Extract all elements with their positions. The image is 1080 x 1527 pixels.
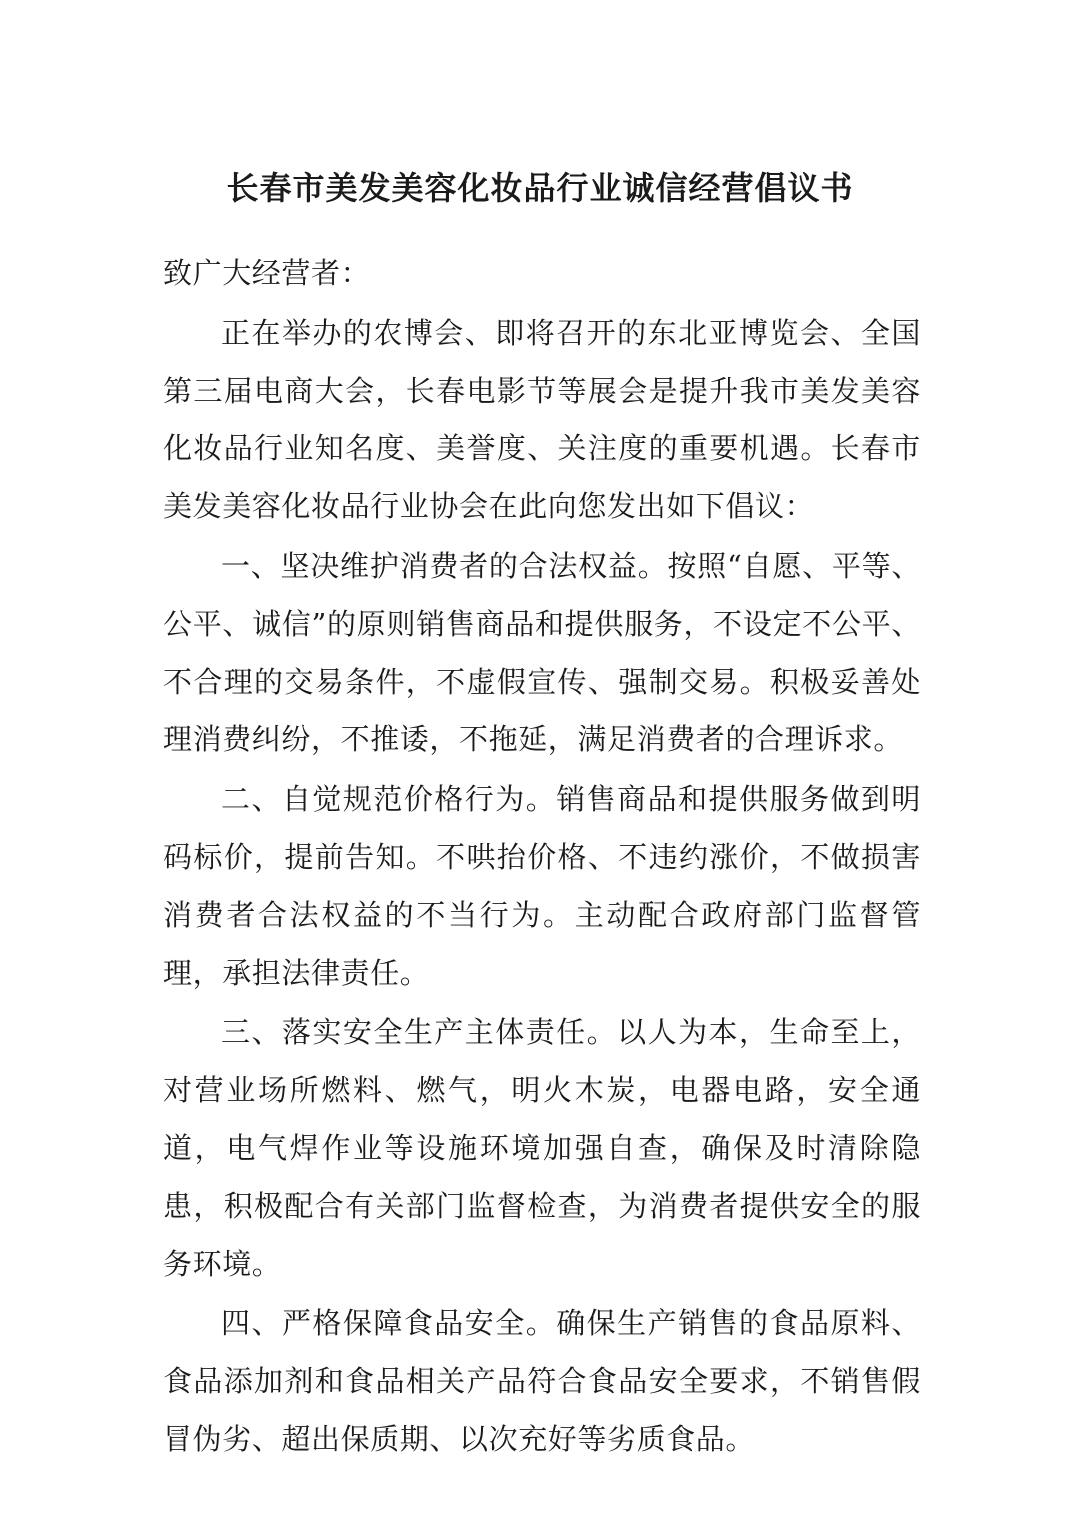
salutation: 致广大经营者： xyxy=(163,256,371,290)
document-title: 长春市美发美容化妆品行业诚信经营倡议书 xyxy=(226,169,854,207)
intro-paragraph: 正在举办的农博会、即将召开的东北亚博览会、全国第三届电商大会，长春电影节等展会是提升我市美发美容化妆品行业知名度、美誉度、关注度的重要机遇。长春市美发美容化妆品行业协会在此向您发出如下倡议： xyxy=(163,315,921,524)
proposal-1-paragraph: 一、坚决维护消费者的合法权益。按照“自愿、平等、公平、诚信”的原则销售商品和提供服务，不设定不公平、不合理的交易条件，不虚假宣传、强制交易。积极妥善处理消费纠纷，不推诿，不拖延，满足消费者的合理诉求。 xyxy=(163,548,921,757)
proposal-3-paragraph: 三、落实安全生产主体责任。以人为本，生命至上，对营业场所燃料、燃气，明火木炭，电器电路，安全通道，电气焊作业等设施环境加强自查，确保及时清除隐患，积极配合有关部门监督检查，为消费者提供安全的服务环境。 xyxy=(163,1015,921,1281)
document-body xyxy=(163,245,921,1471)
proposal-2-paragraph: 二、自觉规范价格行为。销售商品和提供服务做到明码标价，提前告知。不哄抬价格、不违约涨价，不做损害消费者合法权益的不当行为。主动配合政府部门监督管理，承担法律责任。 xyxy=(163,782,921,990)
proposal-4-paragraph: 四、严格保障食品安全。确保生产销售的食品原料、食品添加剂和食品相关产品符合食品安全要求，不销售假冒伪劣、超出保质期、以次充好等劣质食品。 xyxy=(163,1306,921,1456)
